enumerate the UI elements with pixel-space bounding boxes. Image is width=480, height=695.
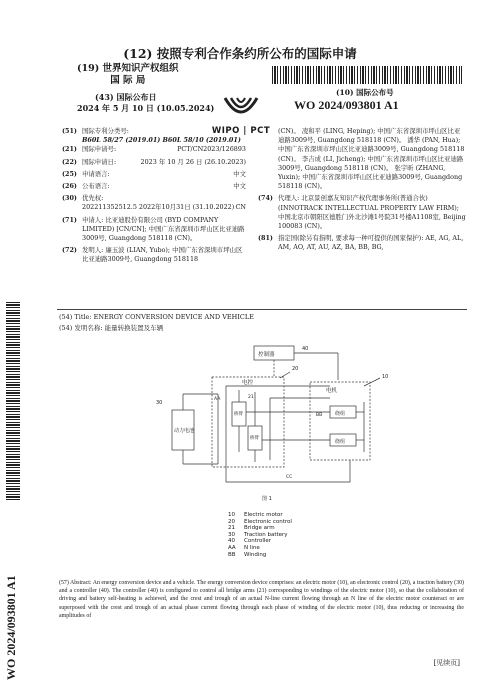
title-zh: (54) 发明名称: 能量转换装置及车辆 [59,324,164,332]
biblio-row: (72) 发明人: 廉玉波 (LIAN, Yubo); 中国广东省深圳市坪山区比亚迪路3009号, Guangdong 518118 [62,246,243,264]
winding-label-2: 绕组 [335,439,346,445]
bridge-arm-label-2: 桥臂 [250,436,259,441]
controller-label: 控制器 [258,352,275,358]
biblio-row: (26) 公布语言: 中文 [62,182,246,191]
figure-legend [228,512,292,558]
ref-bb: BB [316,413,323,418]
wipo-emblem-icon [221,96,261,122]
vertical-barcode [6,300,20,500]
legend-item: 21 Bridge arm [228,525,275,532]
biblio-row: (51) 国际专利分类号: [62,127,129,135]
biblio-row: 202211352512.5 2022年10月31日 (31.10.2022) CN [82,203,246,212]
pub-number: WO 2024/093801 A1 [294,98,399,112]
legend-item: AA N line [228,544,260,551]
continued-note: [见续页] [433,659,460,667]
biblio-row: (81) 指定国(除另有指明, 要求每一种可提供的国家保护): AE, AG, AL, AM, AO, AT, AU, AZ, BA, BB, BG, [258,234,464,252]
pub-date-block [77,92,214,114]
separator-line [57,309,467,310]
biblio-row: (22) 国际申请日: 2023 年 10 月 26 日 (26.10.2023) [62,157,246,166]
biblio-left [62,127,246,265]
legend-item: 30 Traction battery [228,531,288,538]
ref-21: 21 [248,395,254,400]
pub-number-label: (10) 国际公布号 [336,88,394,97]
org-line-2: 国 际 局 [110,75,146,86]
winding-label-1: 绕组 [335,411,346,417]
biblio-row: (71) 申请人: 比亚迪股份有限公司 (BYD COMPANY LIMITED) [CN/CN]; 中国广东省深圳市坪山区比亚迪路3009号, Guangdong 518118 (CN)。 [62,215,245,243]
titles-block [59,313,254,333]
legend-item: 10 Electric motor [228,512,283,518]
ref-cc: CC [286,475,293,480]
electronic-control-box [212,377,284,467]
legend-item: 20 Electronic control [228,518,292,525]
org-line-1: (19) 世界知识产权组织 [77,63,179,74]
ref-aa: AA [214,397,221,402]
pub-date-label: (43) 国际公布日 [95,92,157,102]
barcode [272,66,462,84]
wipo-logo-text: WIPO | PCT [211,126,271,136]
bridge-arm-label-1: 桥臂 [234,412,243,417]
circuit-figure [150,342,400,510]
biblio-row: (CN)。 凌和平 (LING, Heping); 中国广东省深圳市坪山区比亚迪路3009号, Guangdong 518118 (CN)。 潘华 (PAN, Hua); 中国广东省深圳市坪山区比亚迪路3009号, Guangdong 518118 (CN)。 李吉成 (LI, Jicheng); 中国广东省深圳市坪山区比亚迪路3009号, Guangdong 518118 (CN)。 张宇昕 (ZHANG, Yuxin); 中国广东省深圳市坪山区比亚迪路3009号, Guangdong 518118 (CN)。 [278,127,465,191]
motor-box [310,382,370,460]
organization-name [77,63,179,87]
figure-caption: 图 1 [262,496,272,502]
pub-date: 2024 年 5 月 10 日 (10.05.2024) [77,103,215,113]
ref-40: 40 [302,346,309,352]
ref-30: 30 [156,400,163,406]
ref-10: 10 [382,374,389,380]
title-en: (54) Title: ENERGY CONVERSION DEVICE AND VEHICLE [59,313,254,321]
vertical-pub-number: WO 2024/093801 A1 [4,575,18,680]
document-title: (12) 按照专利合作条约所公布的国际申请 [123,46,357,61]
biblio-row: B60L 58/27 (2019.01) B60L 58/10 (2019.01) [82,136,241,145]
biblio-row: (74) 代理人: 北京景创嘉友知识产权代理事务所(普通合伙) (INNOTRACK INTELLECTUAL PROPERTY LAW FIRM); 中国北京市朝阳区德胜门外北沙滩1号院31号楼A1108室, Beijing 100083 (CN)。 [258,194,466,231]
abstract: (57) Abstract: An energy conversion device and a vehicle. The energy conversion device comprises: an electric motor (10), an electronic control (20), a traction battery (30) and a controller (40). The controller (40) is configured to control all bridge arms (21) corresponding to windings of the electric motor (10), so that the collaboration of driving and battery self-heating is achieved, and the crest and trough of an actual N-line current flowing through an N line of the electric motor counteract or are superposed with the crest and trough of an actual phase current flowing through each phase of winding of the electric motor (10), thus reducing or increasing the amplitudes of [59,580,464,619]
biblio-row: (30) 优先权: [62,194,104,203]
electronic-control-label: 电控 [242,380,254,386]
ref-20: 20 [292,366,299,372]
legend-item: 40 Controller [228,538,272,545]
motor-label: 电机 [326,388,338,394]
vertical-pub-number-wrap [4,575,184,695]
biblio-right [258,127,466,253]
legend-item: BB Winding [228,551,267,558]
biblio-row: (25) 申请语言: 中文 [62,169,246,178]
battery-label: 动力电池 [174,428,195,434]
biblio-row: (21) 国际申请号: PCT/CN2023/126893 [62,145,246,154]
